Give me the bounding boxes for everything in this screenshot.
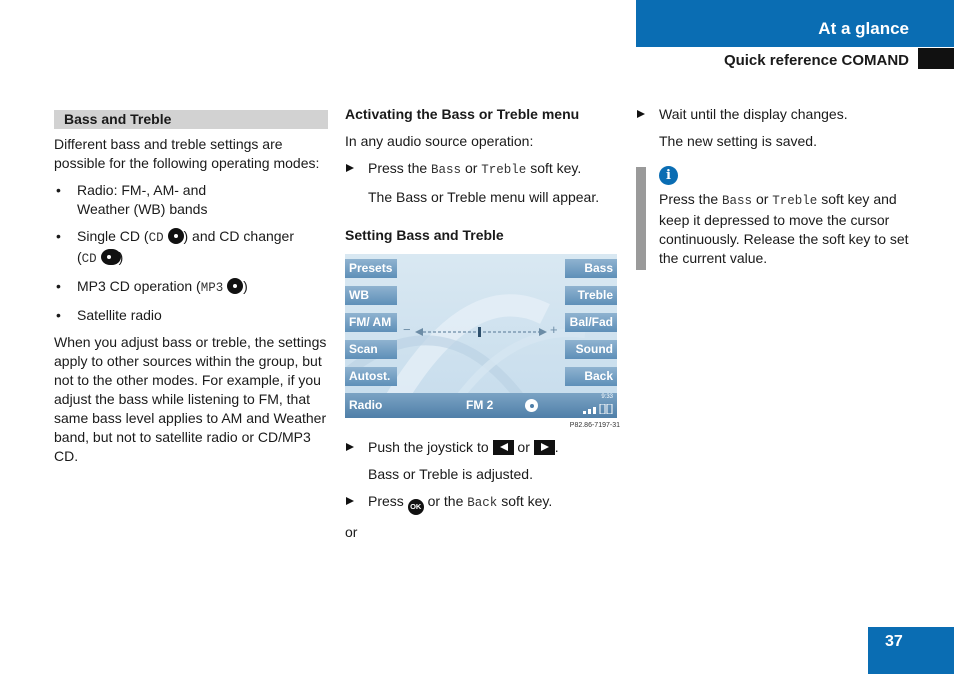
list-item-text: ) and CD changer bbox=[183, 228, 295, 244]
step-text: or the bbox=[427, 493, 464, 509]
column-bass-treble-intro bbox=[54, 110, 328, 466]
bass-key-label: Bass bbox=[431, 163, 462, 177]
info-note bbox=[659, 165, 914, 268]
step-arrow-icon bbox=[346, 497, 354, 505]
list-item-text: Single CD ( bbox=[77, 228, 149, 244]
softkey-scan[interactable]: Scan bbox=[345, 340, 397, 359]
mp3-key-label: MP3 bbox=[200, 281, 224, 295]
intro-text: Different bass and treble settings are possible for the following operating modes: bbox=[54, 136, 320, 171]
treble-key-label: Treble bbox=[481, 163, 527, 177]
ok-button-icon: OK bbox=[408, 499, 424, 515]
signal-strength-icon bbox=[583, 404, 613, 414]
status-bar bbox=[345, 393, 617, 418]
step-arrow-icon bbox=[637, 110, 645, 118]
list-item-radio bbox=[54, 181, 328, 219]
list-item-text: Radio: FM-, AM- and bbox=[77, 182, 207, 198]
section-title: At a glance bbox=[818, 19, 909, 38]
comand-display-screenshot bbox=[345, 254, 617, 418]
step-press-ok bbox=[345, 492, 620, 515]
step-push-joystick bbox=[345, 438, 620, 457]
step-arrow-icon bbox=[346, 443, 354, 451]
bullet: • bbox=[56, 182, 61, 198]
joystick-left-icon bbox=[493, 440, 514, 455]
column-wait bbox=[636, 105, 916, 151]
softkey-autost[interactable]: Autost. bbox=[345, 367, 397, 386]
note-text-part: or bbox=[755, 191, 769, 207]
bullet: • bbox=[56, 228, 61, 244]
note-text-part: Press the bbox=[659, 191, 719, 207]
instruction-text: In any audio source operation: bbox=[345, 133, 534, 149]
list-item-satellite bbox=[54, 306, 328, 325]
list-item-text: ) bbox=[243, 278, 248, 294]
bass-slider[interactable] bbox=[415, 326, 547, 338]
step-text: soft key. bbox=[501, 493, 553, 509]
list-item-text: ) bbox=[118, 249, 124, 265]
cd-key-label: CD bbox=[148, 231, 164, 245]
slider-plus: + bbox=[550, 322, 558, 337]
list-item-text: Weather (WB) bands bbox=[77, 201, 208, 217]
step-arrow-icon bbox=[346, 164, 354, 172]
step-text: Press the bbox=[368, 160, 428, 176]
softkey-fm-am[interactable]: FM/ AM bbox=[345, 313, 397, 332]
note-text-part: soft key and keep it depressed to move the cursor continuously. Release the soft key to set the current value. bbox=[659, 191, 909, 266]
subsection-title: Quick reference COMAND bbox=[723, 52, 909, 69]
step-text: soft key. bbox=[530, 160, 582, 176]
cd-changer-key-label: CD bbox=[81, 252, 97, 266]
clock: 9:33 bbox=[601, 394, 613, 400]
step-text: or bbox=[464, 160, 478, 176]
heading-activating: Activating the Bass or Treble menu bbox=[345, 106, 580, 122]
softkey-bal-fad[interactable]: Bal/Fad bbox=[565, 313, 617, 332]
cd-icon bbox=[525, 399, 538, 412]
column-instructions bbox=[345, 105, 620, 542]
softkey-treble[interactable]: Treble bbox=[565, 286, 617, 305]
softkey-wb[interactable]: WB bbox=[345, 286, 397, 305]
info-icon: i bbox=[659, 166, 678, 185]
joystick-right-icon bbox=[534, 440, 555, 455]
softkey-back[interactable]: Back bbox=[565, 367, 617, 386]
header-marker bbox=[918, 48, 954, 69]
step-text: Press bbox=[368, 493, 404, 509]
cd-changer-icon bbox=[101, 249, 119, 265]
step-text: Push the joystick to bbox=[368, 439, 489, 455]
figure-caption: P82.86-7197-31 bbox=[569, 422, 620, 429]
softkey-sound[interactable]: Sound bbox=[565, 340, 617, 359]
step-wait bbox=[636, 105, 916, 124]
bass-key-label: Bass bbox=[722, 194, 753, 208]
slider-minus: − bbox=[403, 322, 411, 337]
or-text: or bbox=[345, 524, 358, 540]
body-text: When you adjust bass or treble, the settings apply to other sources within the group, but not to the other modes. For example, if you adjust the bass while listening to FM, that same bass level applies to AM and Weather band, but not to satellite radio or CD/MP3 CD. bbox=[54, 334, 327, 464]
note-sidebar bbox=[636, 167, 646, 270]
cd-disc-icon bbox=[168, 228, 184, 244]
heading-setting: Setting Bass and Treble bbox=[345, 227, 504, 243]
step-text: or bbox=[517, 439, 530, 455]
step-result: Bass or Treble is adjusted. bbox=[368, 466, 533, 482]
step-text: . bbox=[554, 439, 559, 455]
back-key-label: Back bbox=[467, 496, 498, 510]
step-result: The new setting is saved. bbox=[659, 133, 817, 149]
list-item-cd bbox=[54, 227, 328, 269]
softkey-bass[interactable]: Bass bbox=[565, 259, 617, 278]
list-item-text: ( bbox=[77, 249, 82, 265]
list-item-mp3 bbox=[54, 277, 328, 298]
treble-key-label: Treble bbox=[772, 194, 818, 208]
step-text: Wait until the display changes. bbox=[659, 106, 848, 122]
band-label: FM 2 bbox=[466, 398, 494, 412]
step-result: The Bass or Treble menu will appear. bbox=[368, 189, 600, 205]
note-text bbox=[659, 190, 914, 268]
bullet: • bbox=[56, 278, 61, 294]
softkey-presets[interactable]: Presets bbox=[345, 259, 397, 278]
page-number: 37 bbox=[885, 633, 903, 650]
list-item-text: MP3 CD operation ( bbox=[77, 278, 201, 294]
cd-disc-icon bbox=[227, 278, 243, 294]
page-number-tab bbox=[868, 627, 954, 674]
bullet: • bbox=[56, 307, 61, 323]
step-press-softkey bbox=[345, 159, 620, 180]
source-label: Radio bbox=[349, 398, 383, 412]
list-item-text: Satellite radio bbox=[77, 307, 162, 323]
section-heading: Bass and Treble bbox=[54, 110, 328, 129]
